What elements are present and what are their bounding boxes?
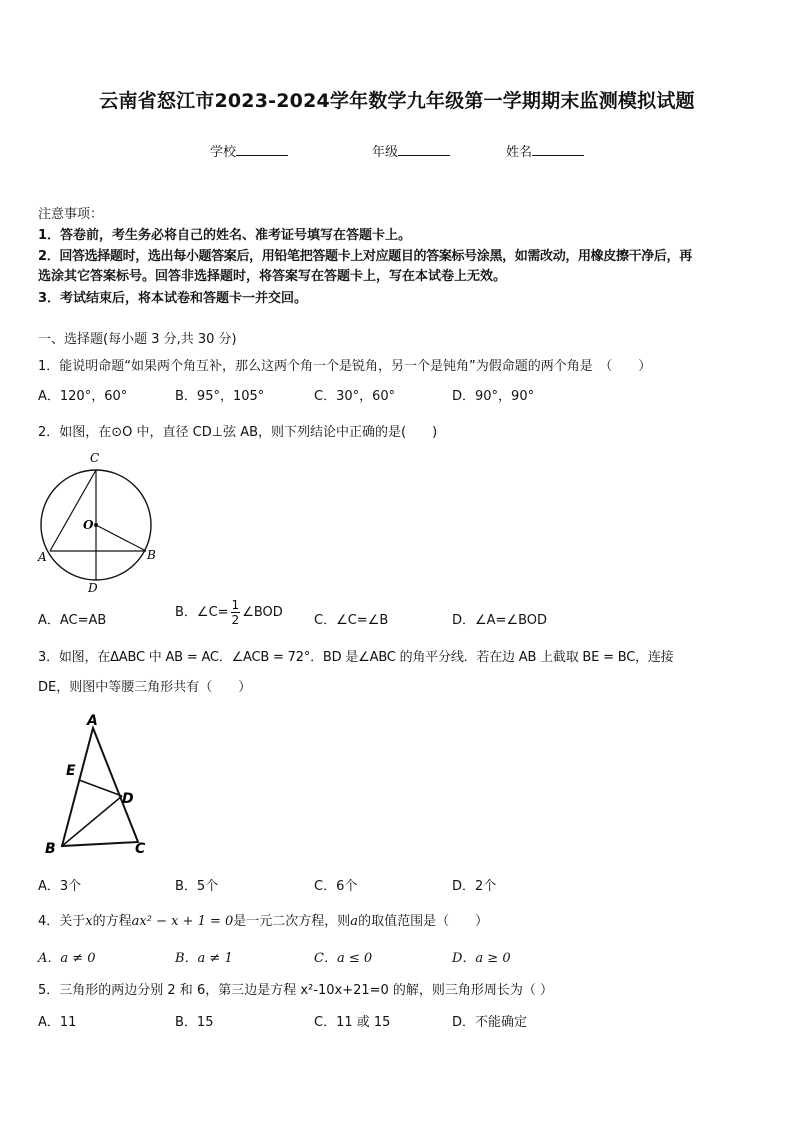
triangle-abc <box>62 728 138 846</box>
q2-stem: 2．如图，在⊙O 中，直径 CD⊥弦 AB，则下列结论中正确的是( ) <box>38 425 438 440</box>
q4-equation: ax² − x + 1 = 0 <box>131 914 234 929</box>
q4-stem-prefix: 4．关于 <box>38 914 86 929</box>
fraction <box>231 598 241 627</box>
notice-item-2-cont: 选涂其它答案标号。回答非选择题时，将答案写在答题卡上，写在本试卷上无效。 <box>38 269 507 284</box>
notice-heading: 注意事项： <box>38 207 104 222</box>
q3-option-b[interactable]: B．5个 <box>175 879 219 894</box>
q5-option-d[interactable]: D．不能确定 <box>452 1015 528 1030</box>
fraction-denominator: 2 <box>231 613 240 627</box>
grade-label: 年级 <box>372 145 399 160</box>
grade-field <box>372 141 450 160</box>
q4-var-x: x <box>85 914 93 929</box>
label-d: D <box>122 791 134 807</box>
q1-option-c[interactable]: C．30°，60° <box>314 389 396 404</box>
school-field <box>210 141 288 160</box>
q2-option-b[interactable] <box>175 598 283 627</box>
page-title: 云南省怒江市2023-2024学年数学九年级第一学期期末监测模拟试题 <box>99 90 695 112</box>
name-blank[interactable] <box>532 143 584 156</box>
q3-option-d[interactable]: D．2个 <box>452 879 497 894</box>
segment-ed <box>79 780 122 796</box>
q1-option-b[interactable]: B．95°，105° <box>175 389 265 404</box>
q4-stem-mid: 的方程 <box>92 914 132 929</box>
q3-option-c[interactable]: C．6个 <box>314 879 358 894</box>
label-b: B <box>45 841 56 857</box>
segment-ac <box>50 470 96 551</box>
label-a: A <box>87 713 98 729</box>
school-blank[interactable] <box>236 143 288 156</box>
notice-item-2: 2．回答选择题时，选出每小题答案后，用铅笔把答题卡上对应题目的答案标号涂黑，如需改动，用橡皮擦干净后，再 <box>38 249 692 264</box>
q1-option-a[interactable]: A．120°，60° <box>38 389 128 404</box>
q3-stem-line2: DE，则图中等腰三角形共有（ ） <box>38 680 252 695</box>
q4-stem-end: 的取值范围是（ ） <box>358 914 489 929</box>
q4-stem-after: 是一元二次方程，则 <box>233 914 351 929</box>
q4-option-d[interactable]: D．a ≥ 0 <box>452 951 511 966</box>
segment-ob <box>96 525 146 551</box>
q5-option-a[interactable]: A．11 <box>38 1015 77 1030</box>
notice-item-3: 3．考试结束后，将本试卷和答题卡一并交回。 <box>38 291 308 306</box>
q4-option-c[interactable]: C．a ≤ 0 <box>314 951 373 966</box>
label-c: C <box>135 841 146 857</box>
q1-option-d[interactable]: D．90°，90° <box>452 389 535 404</box>
label-b: B <box>147 548 156 562</box>
section-heading: 一、选择题(每小题 3 分,共 30 分) <box>38 332 237 347</box>
name-label: 姓名 <box>506 145 533 160</box>
q2-option-d[interactable]: D．∠A=∠BOD <box>452 613 548 628</box>
q2-option-c[interactable]: C．∠C=∠B <box>314 613 389 628</box>
label-c: C <box>90 451 100 465</box>
center-point <box>94 523 98 527</box>
notice-item-1: 1．答卷前，考生务必将自己的姓名、准考证号填写在答题卡上。 <box>38 228 412 243</box>
segment-bd <box>62 796 122 846</box>
fraction-numerator: 1 <box>231 598 240 612</box>
q5-option-c[interactable]: C．11 或 15 <box>314 1015 391 1030</box>
q4-option-a[interactable]: A．a ≠ 0 <box>38 951 96 966</box>
q4-stem <box>38 910 488 929</box>
q4-option-b[interactable]: B．a ≠ 1 <box>175 951 233 966</box>
label-e: E <box>66 763 76 779</box>
q3-option-a[interactable]: A．3个 <box>38 879 82 894</box>
name-field <box>506 141 584 160</box>
q3-stem-line1: 3．如图，在ΔABC 中 AB = AC．∠ACB = 72°．BD 是∠ABC 的角平分线．若在边 AB 上截取 BE = BC，连接 <box>38 650 674 665</box>
school-label: 学校 <box>210 145 237 160</box>
q5-stem: 5．三角形的两边分别 2 和 6，第三边是方程 x²-10x+21=0 的解，则三角形周长为（ ） <box>38 983 554 998</box>
q2-circle-figure <box>30 446 170 596</box>
label-a: A <box>38 550 47 564</box>
q3-triangle-figure <box>38 708 158 868</box>
q2-option-a[interactable]: A．AC=AB <box>38 613 107 628</box>
q2-option-b-prefix: B．∠C= <box>175 605 229 620</box>
q4-var-a: a <box>350 914 359 929</box>
label-d: D <box>88 581 98 595</box>
label-o: O <box>83 518 94 532</box>
q1-stem: 1．能说明命题“如果两个角互补，那么这两个角一个是锐角，另一个是钝角”为假命题的两个角是 （ ） <box>38 359 652 374</box>
q2-option-b-suffix: ∠BOD <box>242 605 283 620</box>
q5-option-b[interactable]: B．15 <box>175 1015 214 1030</box>
grade-blank[interactable] <box>398 143 450 156</box>
